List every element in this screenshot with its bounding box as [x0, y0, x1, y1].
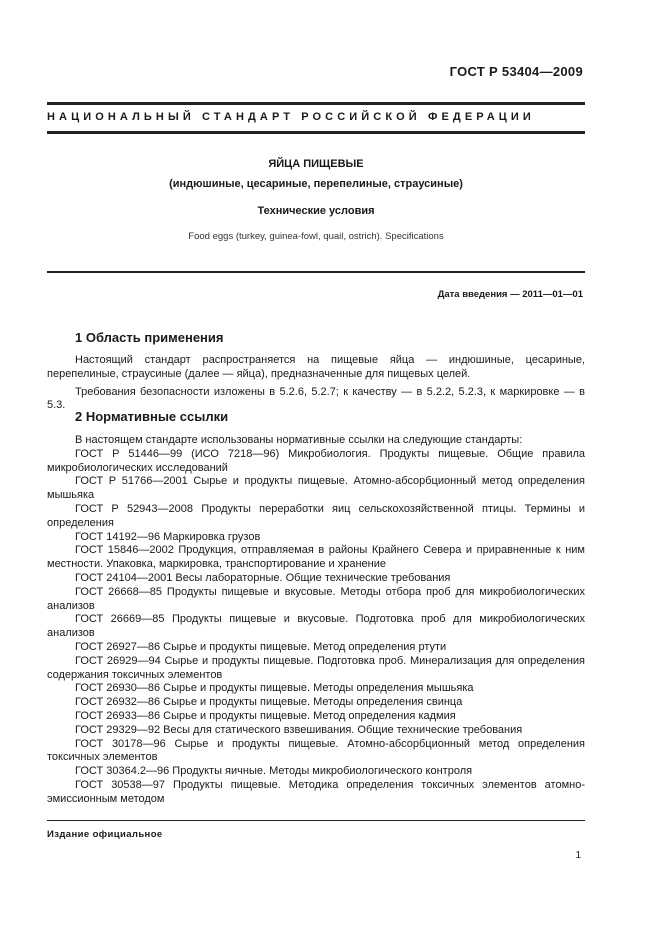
- list-item: ГОСТ 26930—86 Сырье и продукты пищевые. Методы определения мышьяка: [75, 682, 474, 695]
- standard-code: ГОСТ Р 53404—2009: [449, 64, 583, 79]
- english-title: Food eggs (turkey, guinea-fowl, quail, ostrich). Specifications: [188, 231, 444, 242]
- list-item: ГОСТ 26927—86 Сырье и продукты пищевые. Метод определения ртути: [75, 640, 447, 653]
- normative-references-list: [47, 434, 585, 807]
- list-item: ГОСТ Р 51766—2001 Сырье и продукты пищевые. Атомно-абсорбционный метод определения мышьяка: [47, 475, 585, 502]
- list-item: ГОСТ 26668—85 Продукты пищевые и вкусовые. Методы отбора проб для микробиологических анализов: [47, 585, 585, 612]
- national-standard-banner: НАЦИОНАЛЬНЫЙ СТАНДАРТ РОССИЙСКОЙ ФЕДЕРАЦИИ: [47, 111, 535, 123]
- title-rule: [47, 271, 585, 273]
- list-item: ГОСТ 26669—85 Продукты пищевые и вкусовые. Подготовка проб для микробиологических анализов: [47, 613, 585, 640]
- list-item: ГОСТ 24104—2001 Весы лабораторные. Общие технические требования: [75, 571, 451, 584]
- list-item: ГОСТ 15846—2002 Продукция, отправляемая в районы Крайнего Севера и приравненные к ним местности. Упаковка, маркировка, транспортирование и хранение: [47, 544, 585, 571]
- list-item: ГОСТ 14192—96 Маркировка грузов: [75, 530, 261, 543]
- footer-rule: [47, 820, 585, 821]
- list-item: ГОСТ 26929—94 Сырье и продукты пищевые. Подготовка проб. Минерализация для определения содержания токсичных элементов: [47, 654, 585, 681]
- list-item: ГОСТ 30364.2—96 Продукты яичные. Методы микробиологического контроля: [75, 765, 473, 778]
- list-item: ГОСТ 26932—86 Сырье и продукты пищевые. Методы определения свинца: [75, 696, 463, 709]
- section-2-heading: 2 Нормативные ссылки: [75, 409, 229, 424]
- list-item: ГОСТ 30538—97 Продукты пищевые. Методика определения токсичных элементов атомно-эмиссионным методом: [47, 778, 585, 805]
- page-number: 1: [575, 850, 581, 861]
- list-item: ГОСТ 30178—96 Сырье и продукты пищевые. Атомно-абсорбционный метод определения токсичных элементов: [47, 737, 585, 764]
- document-title: ЯЙЦА ПИЩЕВЫЕ: [268, 158, 364, 170]
- document-subtitle: (индюшиные, цесариные, перепелиные, страусиные): [169, 178, 463, 190]
- list-item: ГОСТ 26933—86 Сырье и продукты пищевые. Метод определения кадмия: [75, 709, 456, 722]
- top-rule: [47, 102, 585, 105]
- section-1-body: [47, 354, 585, 413]
- section-1-heading: 1 Область применения: [75, 330, 224, 345]
- technical-conditions-heading: Технические условия: [257, 205, 375, 217]
- banner-rule: [47, 131, 585, 134]
- section-1-paragraph: Настоящий стандарт распространяется на пищевые яйца — индюшиные, цесариные, перепелиные, страусиные (далее — яйца), предназначенные для пищевых целей.: [47, 354, 585, 380]
- list-item: ГОСТ Р 51446—99 (ИСО 7218—96) Микробиология. Продукты пищевые. Общие правила микробиологических исследований: [47, 447, 585, 474]
- list-item: В настоящем стандарте использованы нормативные ссылки на следующие стандарты:: [75, 434, 523, 446]
- list-item: ГОСТ Р 52943—2008 Продукты переработки яиц сельскохозяйственной птицы. Термины и определения: [47, 502, 585, 529]
- official-edition-label: Издание официальное: [47, 829, 163, 840]
- list-item: ГОСТ 29329—92 Весы для статического взвешивания. Общие технические требования: [75, 723, 523, 736]
- introduction-date: Дата введения — 2011—01—01: [437, 289, 583, 300]
- section-1-paragraph: Требования безопасности изложены в 5.2.6, 5.2.7; к качеству — в 5.2.2, 5.2.3, к маркировке — в 5.3.: [47, 385, 585, 412]
